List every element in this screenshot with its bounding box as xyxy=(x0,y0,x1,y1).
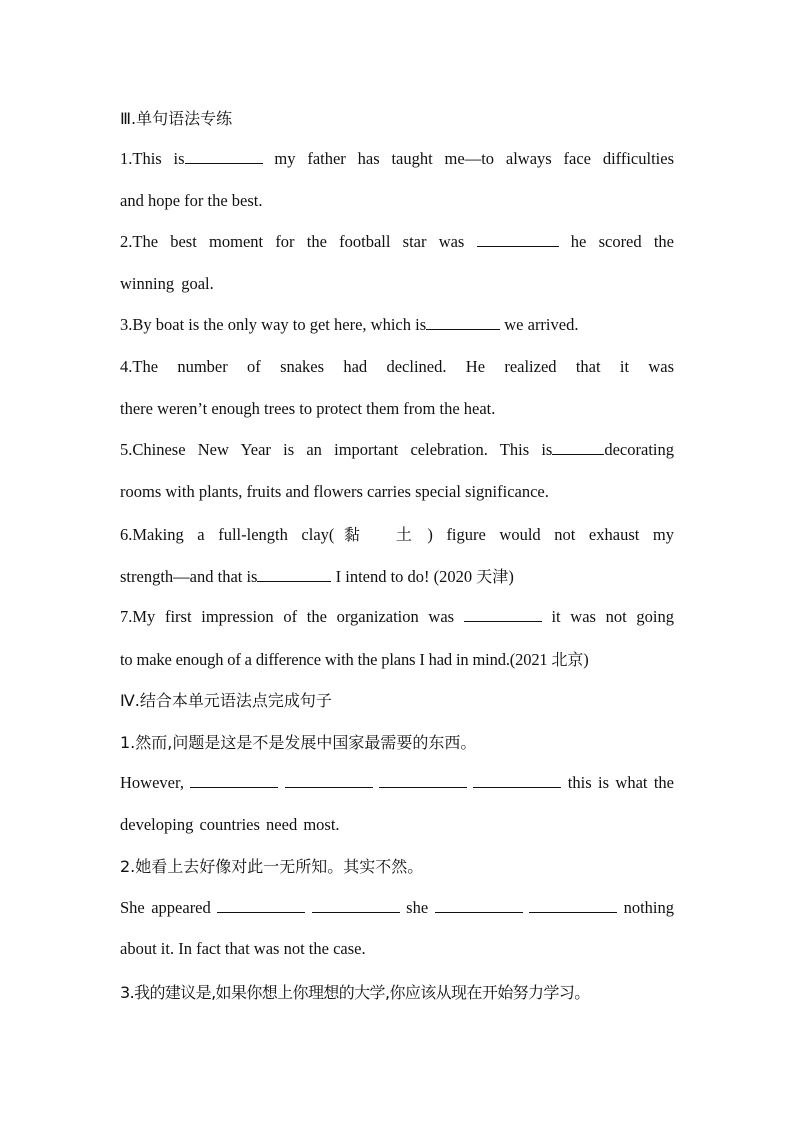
question-7-source: 北京 xyxy=(551,650,584,669)
translation-2-blank-2[interactable] xyxy=(312,897,400,913)
translation-1-blank-3[interactable] xyxy=(379,772,467,788)
question-6-text-b: ) figure would not exhaust my xyxy=(427,525,675,544)
question-6-text-e: ) xyxy=(508,567,514,586)
question-6-line-2 xyxy=(120,565,674,589)
question-2-text-b: he scored the xyxy=(558,232,675,251)
question-2-blank[interactable] xyxy=(477,231,559,247)
question-7-text-c: to make enough of a difference with the plans I had in mind.(2021 xyxy=(120,650,552,669)
question-1-line-1 xyxy=(120,147,674,171)
question-4-line-1: 4.The number of snakes had declined. He realized that it was xyxy=(120,357,674,376)
worksheet-page xyxy=(120,0,674,1123)
question-2-text-a: 2.The best moment for the football star was xyxy=(120,232,477,251)
translation-2-text-c: nothing xyxy=(617,898,674,917)
question-5-blank[interactable] xyxy=(552,439,604,455)
question-6-blank[interactable] xyxy=(257,566,331,582)
question-7-text-b: it was not going xyxy=(541,607,674,626)
question-3-line-1 xyxy=(120,313,674,337)
question-4-line-2: there weren’t enough trees to protect them from the heat. xyxy=(120,399,496,418)
translation-2-blank-3[interactable] xyxy=(435,897,523,913)
question-1-text-b: my father has taught me—to always face difficulties xyxy=(262,149,675,168)
translation-2-text-a: She appeared xyxy=(120,898,218,917)
question-6-line-1 xyxy=(120,523,674,547)
translation-2-prompt: 2.她看上去好像对此一无所知。其实不然。 xyxy=(120,857,424,876)
question-7-text-a: 7.My first impression of the organization was xyxy=(120,607,464,626)
question-7-blank[interactable] xyxy=(464,606,542,622)
translation-2-line-2: about it. In fact that was not the case. xyxy=(120,939,366,958)
question-5-text-b: decorating xyxy=(604,440,674,459)
question-3-blank[interactable] xyxy=(426,314,500,330)
translation-1-blank-4[interactable] xyxy=(473,772,561,788)
question-6-source: 天津 xyxy=(476,567,509,586)
question-7-text-d: ) xyxy=(583,650,589,669)
translation-1-line-2: developing countries need most. xyxy=(120,815,340,834)
translation-1-text-a: However, xyxy=(120,773,191,792)
question-1-blank[interactable] xyxy=(185,148,263,164)
translation-1-prompt: 1.然而,问题是这是不是发展中国家最需要的东西。 xyxy=(120,733,477,752)
question-6-text-c: strength—and that is xyxy=(120,567,258,586)
question-2-line-2: winning goal. xyxy=(120,274,214,293)
translation-2-blank-4[interactable] xyxy=(529,897,617,913)
translation-3-prompt: 3.我的建议是,如果你想上你理想的大学,你应该从现在开始努力学习。 xyxy=(120,983,590,1002)
question-3-text-a: 3.By boat is the only way to get here, which is xyxy=(120,315,427,334)
section-3-heading: Ⅲ.单句语法专练 xyxy=(120,109,233,128)
question-2-line-1 xyxy=(120,230,674,254)
question-5-line-1 xyxy=(120,438,674,462)
question-6-text-d: I intend to do! (2020 xyxy=(331,567,477,586)
question-6-text-a: 6.Making a full-length clay( xyxy=(120,525,335,544)
question-6-chinese-gloss: 黏 土 xyxy=(334,525,428,544)
question-7-line-2 xyxy=(120,648,674,672)
translation-1-text-b: this is what the xyxy=(561,773,675,792)
question-3-text-b: we arrived. xyxy=(500,315,579,334)
question-5-line-2: rooms with plants, fruits and flowers carries special significance. xyxy=(120,482,549,501)
translation-1-line-1 xyxy=(120,771,674,795)
translation-2-text-b: she xyxy=(399,898,435,917)
question-1-line-2: and hope for the best. xyxy=(120,191,263,210)
question-7-line-1 xyxy=(120,605,674,629)
translation-1-blank-1[interactable] xyxy=(190,772,278,788)
question-1-text-a: 1.This is xyxy=(120,149,185,168)
question-5-text-a: 5.Chinese New Year is an important celebration. This is xyxy=(120,440,553,459)
translation-2-line-1 xyxy=(120,896,674,920)
translation-2-blank-1[interactable] xyxy=(217,897,305,913)
translation-1-blank-2[interactable] xyxy=(285,772,373,788)
section-4-heading: Ⅳ.结合本单元语法点完成句子 xyxy=(120,691,332,710)
